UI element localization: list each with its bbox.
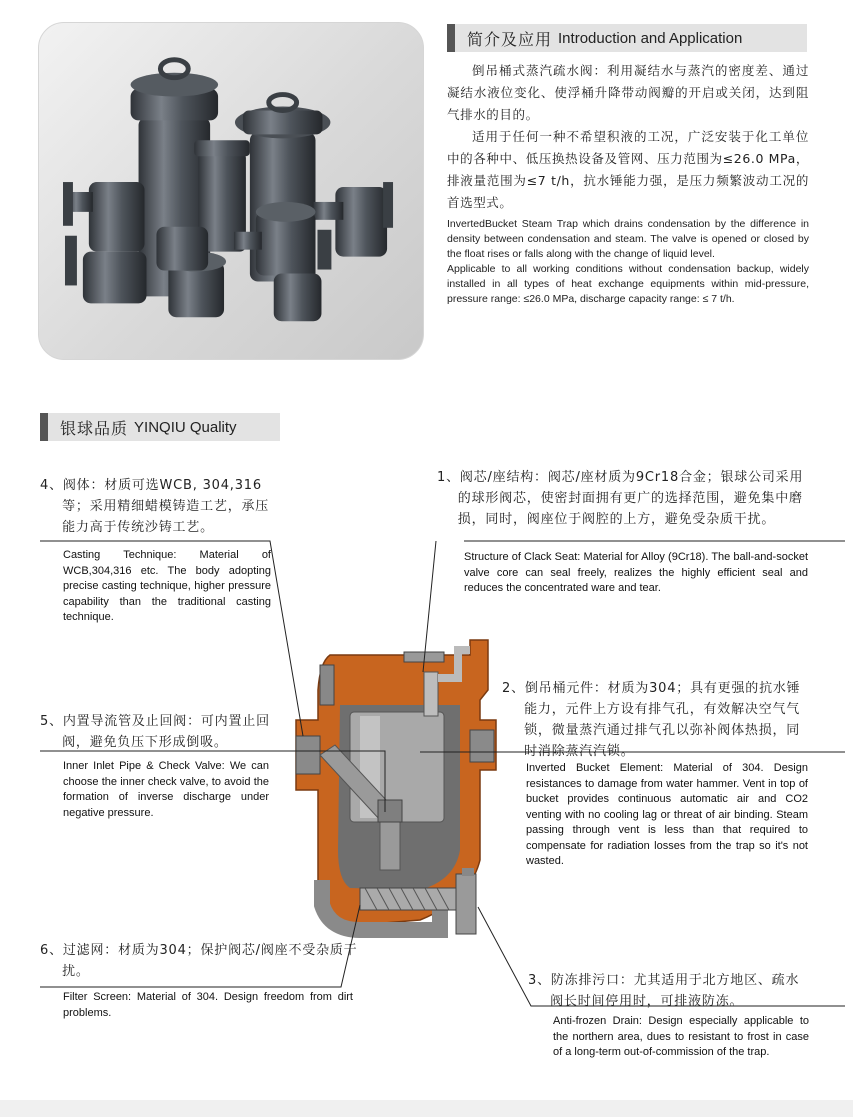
quality-section-header <box>40 413 280 441</box>
filter-outer-pipe <box>322 880 440 930</box>
callout-4-zh: 4、阀体：材质可选WCB, 304,316等；采用精细蜡模铸造工艺，承压能力高于传统沙铸工艺。 <box>40 478 270 535</box>
top-bolt <box>404 652 444 662</box>
drain-plug-cap <box>462 868 474 876</box>
callout-3-en: Anti-frozen Drain: Design especially applicable to the northern area, dues to resistant to frost in case of a long-term out-of-commission of the trap. <box>553 1015 809 1058</box>
intro-en-paragraph-2: Applicable to all working conditions without condensation backup, widely installed in all types of heat exchange equipments within mid-pressure, pressure range: ≤26.0 MPa, discharge capacity range: ≤ 7 t/h. <box>447 263 809 305</box>
bucket-highlight <box>360 716 380 818</box>
intro-chinese-text <box>447 60 809 214</box>
check-valve <box>378 800 402 822</box>
inlet-flange-left <box>296 736 320 774</box>
valve-body-casting <box>296 640 496 925</box>
intro-header-en: Introduction and Application <box>558 29 743 47</box>
top-bolt <box>320 665 334 705</box>
steam-traps-illustration <box>39 23 423 359</box>
callout-3-zh: 3、防冻排污口：尤其适用于北方地区、疏水阀长时间停用时，可排液防冻。 <box>528 973 800 1009</box>
intro-english-text <box>447 217 809 307</box>
callout-5-zh: 5、内置导流管及止回阀：可内置止回阀，避免负压下形成倒吸。 <box>40 714 270 750</box>
callout-1-en: Structure of Clack Seat: Material for Alloy (9Cr18). The ball-and-socket valve core can seal freely, realizes the highly efficient seal and reduces the concentrated ware and tear. <box>464 551 808 594</box>
drain-plug <box>456 874 476 934</box>
header-accent-bar <box>40 413 48 441</box>
quality-header-en: YINQIU Quality <box>134 418 237 436</box>
intro-zh-paragraph-2: 适用于任何一种不希望积液的工况，广泛安装于化工单位中的各种中、低压换热设备及管网、压力范围为≤26.0 MPa，排液量范围为≤7 t/h，抗水锤能力强，是压力频繁波动工况的首选型式。 <box>447 129 809 210</box>
valve-seat <box>424 672 438 716</box>
intro-section-header <box>447 24 807 52</box>
outlet-flange-right <box>470 730 494 762</box>
callout-6-zh: 6、过滤网：材质为304；保护阀芯/阀座不受杂质干扰。 <box>40 943 358 979</box>
inner-inlet-pipe <box>320 745 400 870</box>
callout-2-zh: 2、倒吊桶元件：材质为304；具有更强的抗水锤能力，元件上方设有排气孔，有效解决空气气锁，微量蒸汽通过排气孔以弥补阀体热损，同时消除蒸汽汽锁。 <box>502 681 801 759</box>
callout-2-en: Inverted Bucket Element: Material of 304. Design resistances to damage from water hammer. Vent in top of bucket provides continuous automatic air and CO2 venting with no cooling lag or threat of air binding. Steam passing through vent is less than that required to compensate for radiation losses from the trap so it's not wasted. <box>526 762 808 867</box>
product-photo <box>38 22 424 360</box>
filter-screen-mesh <box>360 888 460 910</box>
header-accent-bar <box>447 24 455 52</box>
footer-band <box>0 1100 853 1117</box>
callout-1-zh: 1、阀芯/座结构：阀芯/座材质为9Cr18合金；银球公司采用的球形阀芯，使密封面拥有更广的选择范围，避免集中磨损，同时，阀座位于阀腔的上方，避免受杂质干扰。 <box>437 470 804 527</box>
outlet-pipe <box>438 650 470 678</box>
inner-cavity <box>338 705 460 890</box>
quality-header-zh: 银球品质 <box>60 418 129 438</box>
callout-6-en: Filter Screen: Material of 304. Design freedom from dirt problems. <box>63 991 353 1019</box>
intro-zh-paragraph-1: 倒吊桶式蒸汽疏水阀：利用凝结水与蒸汽的密度差、通过凝结水液位变化、使浮桶升降带动阀瓣的开启或关闭，达到阻气排水的目的。 <box>447 63 809 122</box>
callout-5-en: Inner Inlet Pipe & Check Valve: We can choose the inner check valve, to avoid the formation of inverse discharge under negative pressure. <box>63 760 269 819</box>
callout-4-en: Casting Technique: Material of WCB,304,316 etc. The body adopting precise casting technique, higher pressure capability than the traditional casting technique. <box>63 549 271 623</box>
intro-en-paragraph-1: InvertedBucket Steam Trap which drains condensation by the difference in density between condensation and steam. The valve is opened or closed by the float rises or falls along with the change of liquid level. <box>447 218 809 260</box>
leader-line-1-drop <box>423 541 436 672</box>
inverted-bucket <box>350 712 444 822</box>
intro-header-zh: 简介及应用 <box>467 29 553 49</box>
